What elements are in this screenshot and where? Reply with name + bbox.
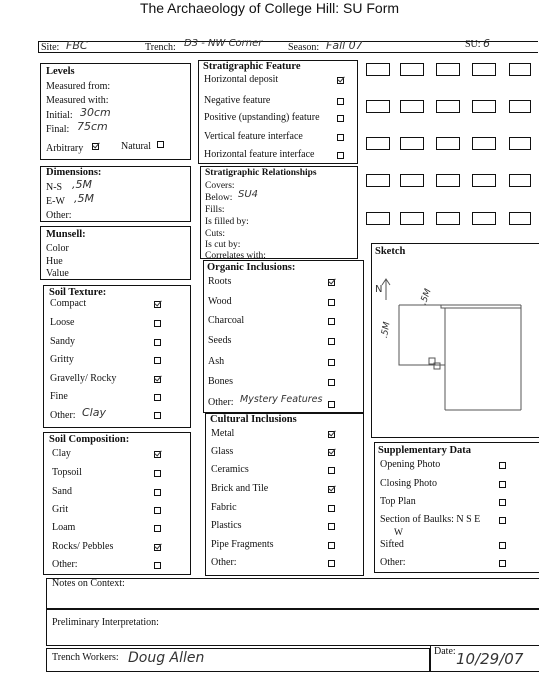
supplementary-item-label: Opening Photo bbox=[380, 459, 441, 470]
supplementary-item-checkbox[interactable] bbox=[499, 499, 506, 506]
su-value[interactable]: 6 bbox=[483, 37, 490, 50]
soil-composition-item-label: Other: bbox=[52, 559, 78, 570]
level-box[interactable] bbox=[472, 100, 496, 113]
soil-texture-item-checkbox[interactable] bbox=[154, 376, 161, 383]
level-box[interactable] bbox=[436, 137, 460, 150]
munsell-value-label: Value bbox=[46, 268, 69, 279]
strat-feature-item-label: Vertical feature interface bbox=[204, 131, 303, 142]
stratigraphic-relationships-title: Stratigraphic Relationships bbox=[205, 168, 317, 178]
strat-feature-item-label: Positive (upstanding) feature bbox=[204, 112, 320, 123]
organic-item-label: Bones bbox=[208, 376, 233, 387]
level-box[interactable] bbox=[436, 63, 460, 76]
supplementary-item-label: Section of Baulks: N S E bbox=[380, 514, 481, 525]
site-label: Site: bbox=[41, 42, 60, 53]
final-label: Final: bbox=[46, 124, 70, 135]
cultural-item-checkbox[interactable] bbox=[328, 449, 335, 456]
level-box[interactable] bbox=[366, 212, 390, 225]
season-value[interactable]: Fall 07 bbox=[326, 39, 363, 52]
organic-inclusions-title: Organic Inclusions: bbox=[207, 262, 296, 273]
level-box[interactable] bbox=[436, 174, 460, 187]
soil-composition-item-label: Sand bbox=[52, 486, 72, 497]
level-box[interactable] bbox=[400, 212, 424, 225]
level-box[interactable] bbox=[509, 137, 531, 150]
cultural-item-checkbox[interactable] bbox=[328, 486, 335, 493]
dimensions-other-label: Other: bbox=[46, 210, 72, 221]
level-box[interactable] bbox=[509, 174, 531, 187]
strat-feature-item-label: Horizontal feature interface bbox=[204, 149, 315, 160]
soil-composition-item-checkbox[interactable] bbox=[154, 489, 161, 496]
organic-other-value[interactable]: Mystery Features bbox=[240, 394, 323, 405]
supplementary-item-checkbox[interactable] bbox=[499, 462, 506, 469]
level-box[interactable] bbox=[400, 100, 424, 113]
level-box[interactable] bbox=[472, 212, 496, 225]
supplementary-item-label: Top Plan bbox=[380, 496, 416, 507]
soil-texture-other-label: Other: bbox=[50, 410, 76, 421]
fills-label: Fills: bbox=[205, 205, 225, 215]
supplementary-item-label: Closing Photo bbox=[380, 478, 437, 489]
organic-item-checkbox[interactable] bbox=[328, 299, 335, 306]
stratigraphic-feature-title: Stratigraphic Feature bbox=[203, 61, 301, 72]
supplementary-item-label: Sifted bbox=[380, 539, 404, 550]
arbitrary-checkbox[interactable] bbox=[92, 143, 99, 150]
level-box[interactable] bbox=[400, 63, 424, 76]
ns-label: N-S bbox=[46, 182, 63, 193]
trench-label: Trench: bbox=[145, 42, 176, 53]
section-of-baulks-w: W bbox=[394, 528, 403, 538]
cuts-label: Cuts: bbox=[205, 229, 226, 239]
cultural-item-checkbox[interactable] bbox=[328, 467, 335, 474]
cultural-item-label: Brick and Tile bbox=[211, 483, 269, 494]
correlates-with-label: Correlates with: bbox=[205, 251, 266, 261]
ns-value[interactable]: ,5M bbox=[72, 178, 92, 191]
strat-feature-item-checkbox[interactable] bbox=[337, 134, 344, 141]
sketch-side-dimension: .5M bbox=[379, 321, 393, 339]
level-box[interactable] bbox=[509, 63, 531, 76]
ew-label: E-W bbox=[46, 196, 65, 207]
organic-item-checkbox[interactable] bbox=[328, 379, 335, 386]
north-label: N bbox=[375, 284, 383, 295]
cultural-item-checkbox[interactable] bbox=[328, 431, 335, 438]
strat-feature-item-checkbox[interactable] bbox=[337, 115, 344, 122]
soil-texture-other-checkbox[interactable] bbox=[154, 412, 161, 419]
soil-composition-item-label: Clay bbox=[52, 448, 71, 459]
soil-composition-item-label: Loam bbox=[52, 522, 76, 533]
supplementary-item-checkbox[interactable] bbox=[499, 560, 506, 567]
sketch-square bbox=[399, 305, 445, 365]
soil-texture-item-label: Gravelly/ Rocky bbox=[50, 373, 117, 384]
organic-item-checkbox[interactable] bbox=[328, 279, 335, 286]
soil-texture-other-value[interactable]: Clay bbox=[82, 406, 106, 419]
organic-item-checkbox[interactable] bbox=[328, 359, 335, 366]
preliminary-label: Preliminary Interpretation: bbox=[52, 617, 159, 628]
soil-texture-item-label: Gritty bbox=[50, 354, 74, 365]
munsell-hue-label: Hue bbox=[46, 256, 63, 267]
soil-texture-item-checkbox[interactable] bbox=[154, 320, 161, 327]
date-label: Date: bbox=[434, 646, 456, 657]
season-label: Season: bbox=[288, 42, 320, 53]
level-box[interactable] bbox=[366, 174, 390, 187]
initial-label: Initial: bbox=[46, 110, 73, 121]
date-value[interactable]: 10/29/07 bbox=[456, 650, 524, 668]
sketch-drawing[interactable] bbox=[371, 258, 539, 436]
natural-label: Natural bbox=[121, 141, 151, 152]
soil-texture-item-label: Loose bbox=[50, 317, 75, 328]
header-row bbox=[38, 37, 538, 53]
soil-texture-item-checkbox[interactable] bbox=[154, 357, 161, 364]
soil-composition-item-checkbox[interactable] bbox=[154, 562, 161, 569]
strat-feature-item-checkbox[interactable] bbox=[337, 77, 344, 84]
level-box[interactable] bbox=[436, 212, 460, 225]
form-title: The Archaeology of College Hill: SU Form bbox=[139, 0, 400, 16]
level-box[interactable] bbox=[366, 137, 390, 150]
is-filled-by-label: Is filled by: bbox=[205, 217, 249, 227]
soil-texture-title: Soil Texture: bbox=[49, 287, 107, 298]
organic-other-label: Other: bbox=[208, 397, 234, 408]
is-cut-by-label: Is cut by: bbox=[205, 240, 241, 250]
supplementary-item-checkbox[interactable] bbox=[499, 542, 506, 549]
measured-from-label: Measured from: bbox=[46, 81, 111, 92]
munsell-color-label: Color bbox=[46, 243, 69, 254]
soil-texture-item-checkbox[interactable] bbox=[154, 339, 161, 346]
strat-feature-item-label: Horizontal deposit bbox=[204, 74, 279, 85]
soil-composition-item-checkbox[interactable] bbox=[154, 451, 161, 458]
covers-label: Covers: bbox=[205, 181, 235, 191]
soil-composition-item-label: Rocks/ Pebbles bbox=[52, 541, 114, 552]
level-box[interactable] bbox=[472, 137, 496, 150]
soil-composition-item-checkbox[interactable] bbox=[154, 507, 161, 514]
soil-composition-item-checkbox[interactable] bbox=[154, 470, 161, 477]
sketch-title: Sketch bbox=[375, 246, 406, 257]
level-box[interactable] bbox=[509, 212, 531, 225]
initial-value[interactable]: 30cm bbox=[80, 106, 111, 119]
soil-composition-title: Soil Composition: bbox=[49, 434, 130, 445]
cultural-item-label: Glass bbox=[211, 446, 234, 457]
supplementary-item-checkbox[interactable] bbox=[499, 517, 506, 524]
organic-item-label: Roots bbox=[208, 276, 232, 287]
su-label: SU: bbox=[465, 39, 481, 50]
organic-other-checkbox[interactable] bbox=[328, 401, 335, 408]
organic-item-label: Ash bbox=[208, 356, 225, 367]
cultural-inclusions-title: Cultural Inclusions bbox=[210, 414, 297, 425]
ew-value[interactable]: ,5M bbox=[74, 192, 94, 205]
munsell-title: Munsell: bbox=[46, 229, 86, 240]
dimensions-title: Dimensions: bbox=[46, 167, 102, 178]
cultural-item-checkbox[interactable] bbox=[328, 560, 335, 567]
soil-texture-item-label: Compact bbox=[50, 298, 87, 309]
cultural-item-checkbox[interactable] bbox=[328, 505, 335, 512]
strat-feature-item-checkbox[interactable] bbox=[337, 152, 344, 159]
soil-composition-item-checkbox[interactable] bbox=[154, 525, 161, 532]
cultural-item-label: Plastics bbox=[211, 520, 242, 531]
supplementary-item-label: Other: bbox=[380, 557, 406, 568]
cultural-item-label: Fabric bbox=[211, 502, 237, 513]
levels-title: Levels bbox=[46, 66, 75, 77]
level-box[interactable] bbox=[400, 174, 424, 187]
organic-item-checkbox[interactable] bbox=[328, 338, 335, 345]
below-label: Below: bbox=[205, 193, 233, 203]
level-box[interactable] bbox=[472, 63, 496, 76]
final-value[interactable]: 75cm bbox=[77, 120, 108, 133]
organic-item-label: Seeds bbox=[208, 335, 232, 346]
level-box[interactable] bbox=[366, 100, 390, 113]
cultural-item-checkbox[interactable] bbox=[328, 542, 335, 549]
soil-composition-item-checkbox[interactable] bbox=[154, 544, 161, 551]
trench-workers-value[interactable]: Doug Allen bbox=[128, 650, 205, 666]
soil-texture-item-checkbox[interactable] bbox=[154, 394, 161, 401]
soil-composition-item-label: Topsoil bbox=[52, 467, 82, 478]
level-box[interactable] bbox=[509, 100, 531, 113]
trench-value[interactable]: D3 - NW Corner bbox=[184, 38, 263, 49]
soil-texture-item-label: Fine bbox=[50, 391, 68, 402]
organic-item-checkbox[interactable] bbox=[328, 318, 335, 325]
level-box[interactable] bbox=[366, 63, 390, 76]
cultural-item-label: Pipe Fragments bbox=[211, 539, 274, 550]
below-value[interactable]: SU4 bbox=[238, 189, 259, 200]
cultural-item-checkbox[interactable] bbox=[328, 523, 335, 530]
soil-composition-item-label: Grit bbox=[52, 504, 69, 515]
trench-workers-label: Trench Workers: bbox=[52, 652, 119, 663]
strat-feature-item-checkbox[interactable] bbox=[337, 98, 344, 105]
organic-item-label: Charcoal bbox=[208, 315, 245, 326]
notes-label: Notes on Context: bbox=[52, 578, 125, 589]
natural-checkbox[interactable] bbox=[157, 141, 164, 148]
level-box[interactable] bbox=[472, 174, 496, 187]
organic-item-label: Wood bbox=[208, 296, 232, 307]
cultural-item-label: Ceramics bbox=[211, 464, 249, 475]
site-value[interactable]: FBC bbox=[66, 39, 88, 52]
sketch-top-dimension: .5M bbox=[418, 287, 434, 307]
arbitrary-label: Arbitrary bbox=[46, 143, 84, 154]
cultural-item-label: Other: bbox=[211, 557, 237, 568]
supplementary-title: Supplementary Data bbox=[378, 445, 472, 456]
level-box[interactable] bbox=[436, 100, 460, 113]
cultural-item-label: Metal bbox=[211, 428, 235, 439]
soil-texture-item-checkbox[interactable] bbox=[154, 301, 161, 308]
strat-feature-item-label: Negative feature bbox=[204, 95, 271, 106]
level-box[interactable] bbox=[400, 137, 424, 150]
supplementary-item-checkbox[interactable] bbox=[499, 481, 506, 488]
measured-with-label: Measured with: bbox=[46, 95, 109, 106]
soil-texture-item-label: Sandy bbox=[50, 336, 75, 347]
